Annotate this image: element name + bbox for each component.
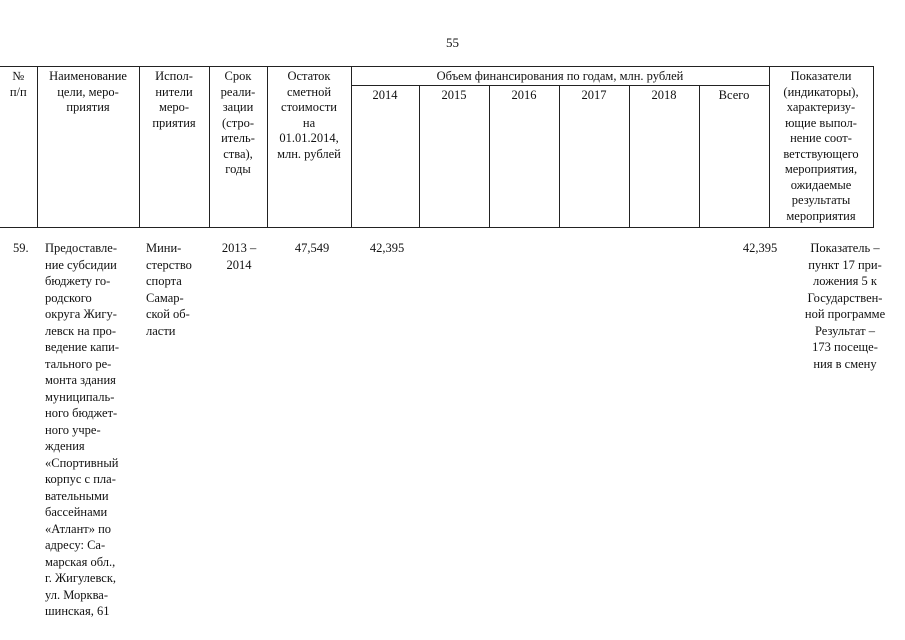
text-line: адресу: Са- [45,538,106,552]
text-line: ного учре- [45,422,101,437]
header-year-2015: 2015 [419,85,489,227]
text-line: Результат – [814,323,875,338]
text-line: бассейнами [45,505,108,519]
text-line: спорта [146,274,182,288]
header-total: Всего [699,85,769,227]
row-executors [146,240,206,339]
text-line: корпус с пла- [45,472,116,486]
header-executors: Испол- нители меро- приятия [139,67,209,228]
header-year-2017: 2017 [559,85,629,227]
text-line: ной программе [804,307,886,321]
text-line: ного бюджет- [45,406,118,420]
text-line: ложения 5 к [813,274,877,288]
row-remaining-cost: 47,549 [294,241,330,255]
text-line: бюджету го- [45,274,111,288]
text-line: родского [45,290,92,305]
text-line: г. Жигулевск, [45,571,117,585]
text-line: Мини- [146,241,182,255]
text-line: вательными [45,488,109,503]
header-term: Срок реали- зации (стро- итель- ства), годы [209,67,267,228]
header-num: № п/п [0,67,37,228]
header-remaining-cost: Остаток сметной стоимости на 01.01.2014, млн. рублей [267,67,351,228]
header-year-2018: 2018 [629,85,699,227]
text-line: стерство [146,257,192,272]
text-line: ждения [45,439,85,453]
row-total-value: 42,395 [742,241,778,255]
row-indicators [795,240,895,372]
text-line: Самар- [146,290,184,305]
text-line: 2013 – [221,241,257,255]
text-line: левск на про- [45,323,117,338]
header-financing: Объем финансирования по годам, млн. рублей [351,67,769,86]
header-name: Наименование цели, меро- приятия [37,67,139,228]
text-line: ласти [146,323,176,338]
text-line: марская обл., [45,554,116,569]
text-line: ул. Морква- [45,587,109,602]
text-line: Предоставле- [45,241,117,255]
header-year-2016: 2016 [489,85,559,227]
text-line: пункт 17 при- [808,257,882,272]
text-line: ской об- [146,307,190,321]
row-name [45,240,137,620]
text-line: Государствен- [807,290,883,305]
text-line: «Атлант» по [45,521,112,536]
text-line: ние субсидии [45,257,117,272]
text-line: 173 посеще- [812,340,878,354]
page-number: 55 [446,35,459,50]
header-year-2014: 2014 [351,85,419,227]
text-line: шинская, 61 [45,604,110,618]
text-line: округа Жигу- [45,307,117,321]
text-line: ния в смену [813,356,877,371]
text-line: муниципаль- [45,389,115,404]
text-line: монта здания [45,373,116,387]
row-number: 59. [13,241,29,255]
text-line: «Спортивный [45,455,119,470]
text-line: тального ре- [45,356,112,371]
text-line: 2014 [226,257,252,272]
row-2014-value: 42,395 [369,241,405,255]
text-line: Показатель – [810,241,880,255]
header-indicators: Показатели (индикаторы), характеризу- ющие выпол- нение соот- ветствующего мероприятия, ожидаемые результаты мероприятия [769,67,873,228]
text-line: ведение капи- [45,340,119,354]
table-header [0,66,874,228]
row-term [214,240,264,273]
